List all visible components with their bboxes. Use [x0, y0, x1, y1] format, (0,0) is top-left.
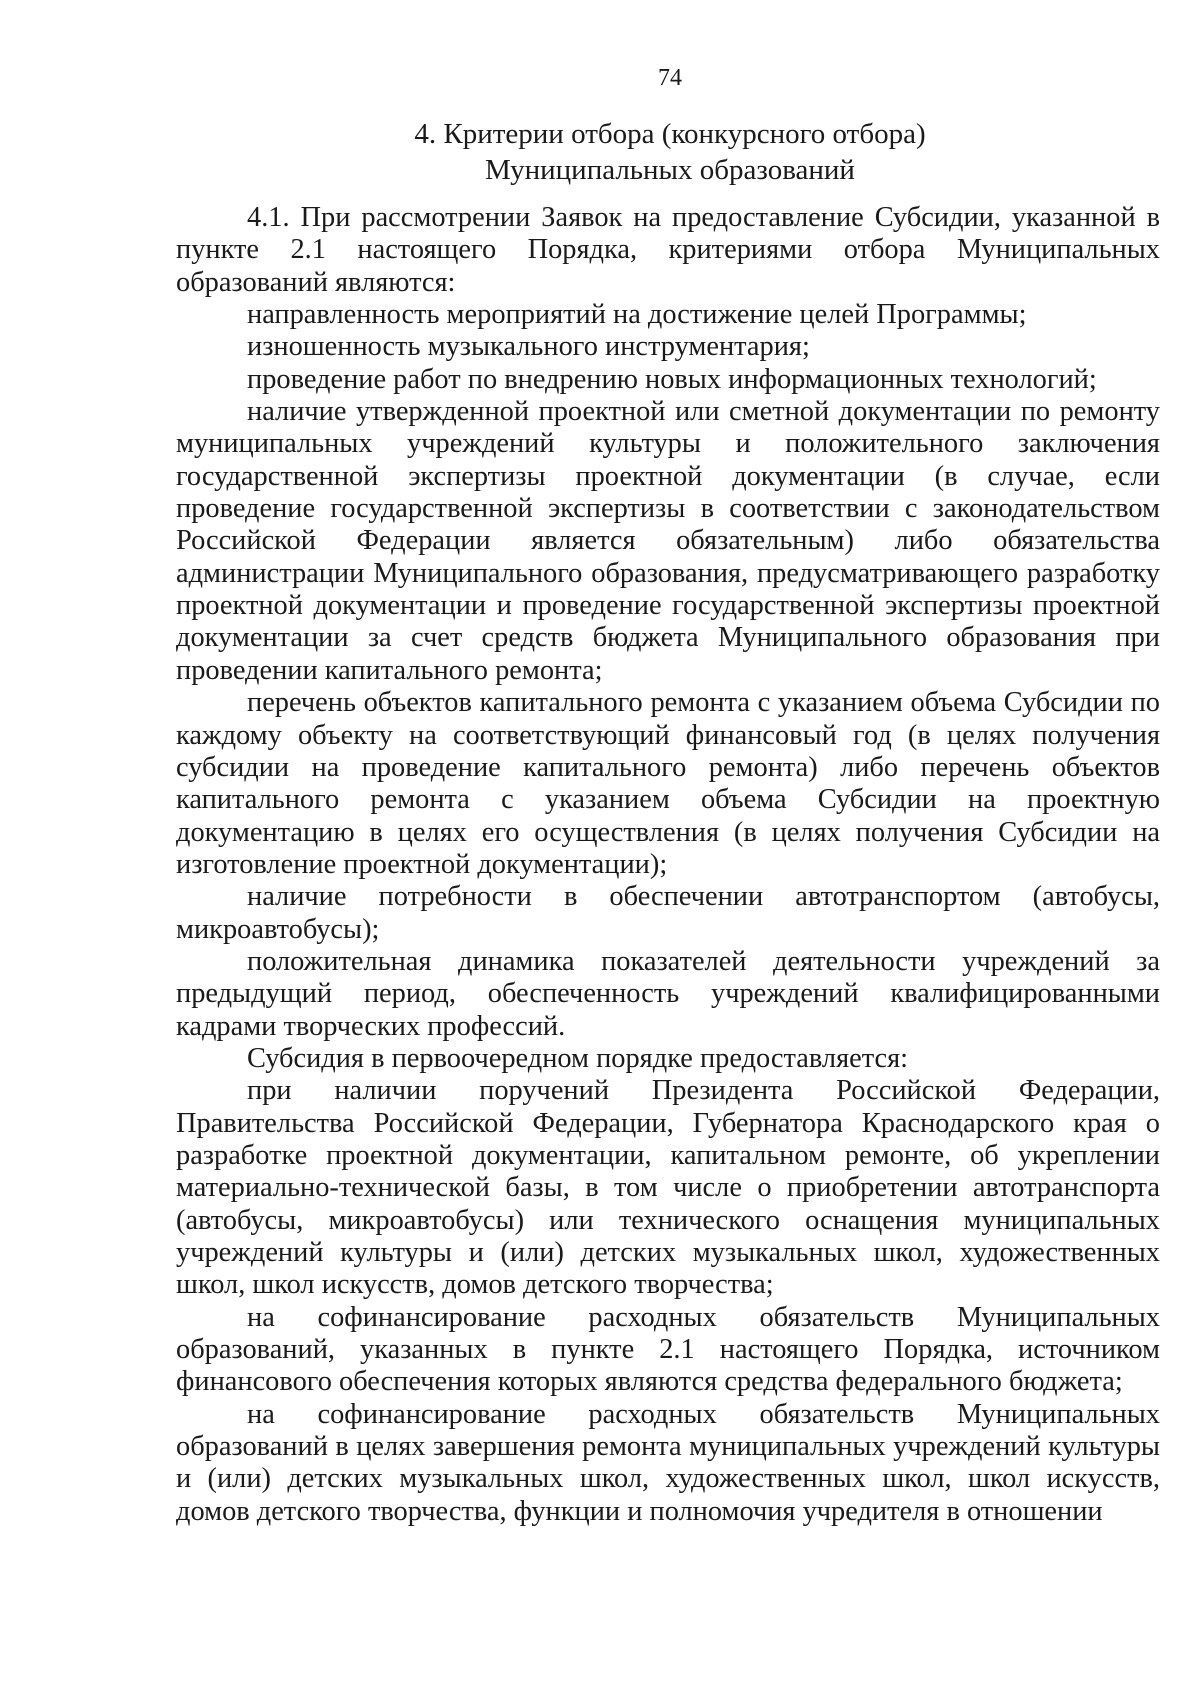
section-heading-line-1: 4. Критерии отбора (конкурсного отбора) — [414, 118, 926, 150]
priority-instructions: при наличии поручений Президента Российской Федерации, Правительства Российской Федерации, Губернатора Краснодарского края о разработке проектной документации, капитальном ремонте, об укреплении материально-технической базы, в том числе о приобретении автотранспорта (автобусы, микроавтобусы) или технического оснащения муниципальных учреждений культуры и (или) детских музыкальных школ, художественных школ, школ искусств, домов детского творчества; — [176, 1075, 1160, 1301]
criterion-program-goals: направленность мероприятий на достижение целей Программы; — [247, 299, 1027, 331]
criterion-design-documentation: наличие утвержденной проектной или сметной документации по ремонту муниципальных учреждений культуры и положительного заключения государственной экспертизы проектной документации (в случае, если проведение государственной экспертизы в соответствии с законодательством Российской Федерации является обязательным) либо обязательства администрации Муниципального образования, предусматривающего разработку проектной документации и проведение государственной экспертизы проектной документации за счет средств бюджета Муниципального образования при проведении капитального ремонта; — [176, 396, 1160, 686]
criterion-repair-objects-list: перечень объектов капитального ремонта с указанием объема Субсидии по каждому объекту на соответствующий финансовый год (в целях получения субсидии на проведение капитального ремонта) либо перечень объектов капитального ремонта с указанием объема Субсидии на проектную документацию в целях его осуществления (в целях получения Субсидии на изготовление проектной документации); — [176, 687, 1160, 880]
priority-intro: Субсидия в первоочередном порядке предоставляется: — [247, 1042, 909, 1074]
paragraph-4-1: 4.1. При рассмотрении Заявок на предоставление Субсидии, указанной в пункте 2.1 настоящего Порядка, критериями отбора Муниципальных образований являются: — [176, 202, 1160, 298]
priority-repair-completion: на софинансирование расходных обязательств Муниципальных образований в целях завершения ремонта муниципальных учреждений культуры и (или) детских музыкальных школ, художественных школ, школ искусств, домов детского творчества, функции и полномочия учредителя в отношении — [176, 1398, 1160, 1527]
criterion-it-adoption: проведение работ по внедрению новых информационных технологий; — [247, 363, 1097, 395]
criterion-vehicle-need: наличие потребности в обеспечении автотранспортом (автобусы, микроавтобусы); — [176, 881, 1160, 945]
priority-federal-cofinancing: на софинансирование расходных обязательств Муниципальных образований, указанных в пункте 2.1 настоящего Порядка, источником финансового обеспечения которых являются средства федерального бюджета; — [176, 1301, 1160, 1398]
section-heading — [0, 116, 1200, 188]
document-body — [176, 202, 1160, 1528]
criterion-positive-dynamics: положительная динамика показателей деятельности учреждений за предыдущий период, обеспеченность учреждений квалифицированными кадрами творческих профессий. — [176, 945, 1160, 1042]
section-heading-line-2: Муниципальных образований — [485, 154, 855, 186]
page-number: 74 — [658, 65, 682, 91]
criterion-instrument-wear: изношенность музыкального инструментария; — [247, 331, 810, 363]
